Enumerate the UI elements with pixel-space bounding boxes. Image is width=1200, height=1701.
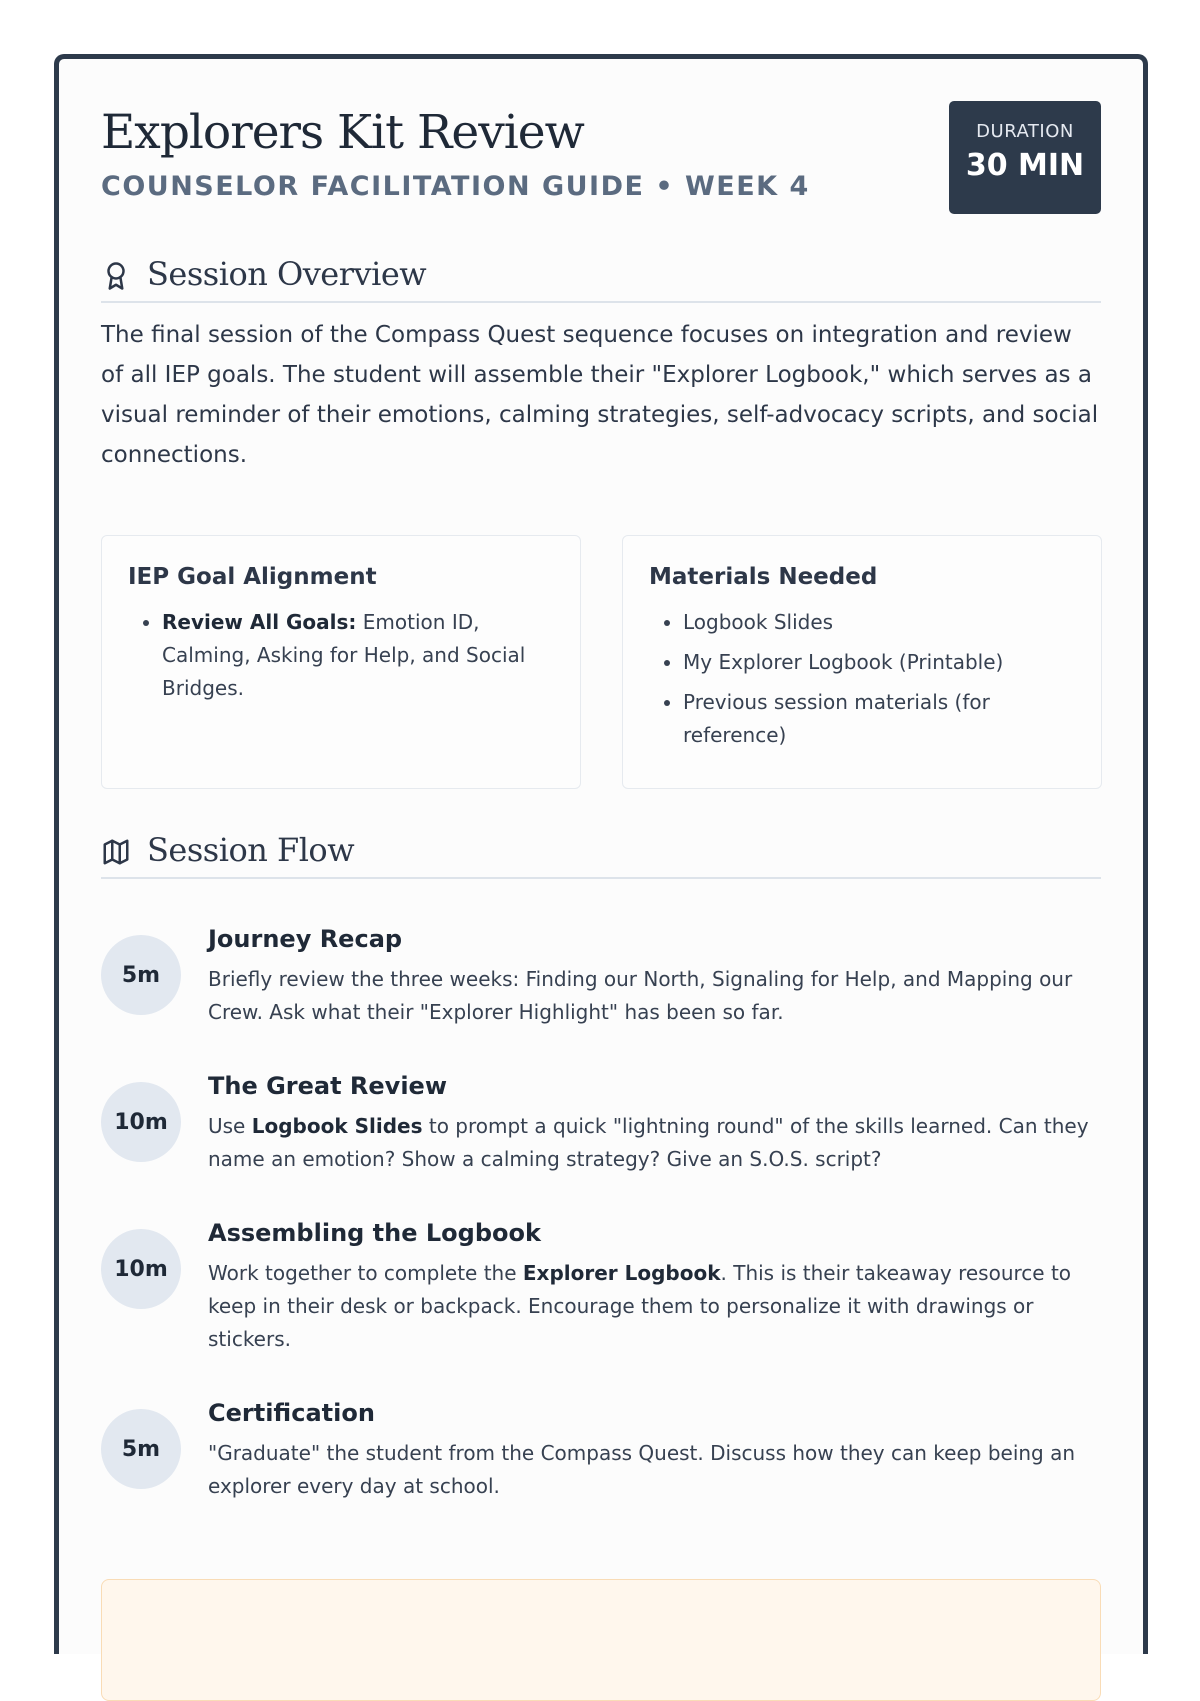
section-title: Session Flow <box>147 831 355 869</box>
iep-goal-box <box>101 535 581 789</box>
session-flow-heading <box>101 831 1101 879</box>
duration-badge <box>949 101 1101 214</box>
award-ribbon-icon <box>101 261 131 291</box>
emphasis-text: Logbook Slides <box>251 1114 423 1138</box>
tip-callout <box>101 1579 1101 1701</box>
time-badge: 10m <box>101 1229 181 1309</box>
list-item: • Logbook Slides <box>683 606 1075 639</box>
list-item-bold: Review All Goals: <box>162 610 357 634</box>
description-text: Use <box>208 1114 252 1138</box>
step-description <box>208 1437 1113 1503</box>
overview-paragraph: The final session of the Compass Quest sequence focuses on integration and review of all IEP goals. The student will assemble their "Explorer Logbook," which serves as a visual reminder of their emotions, calming strategies, self-advocacy scripts, and social connections. <box>101 322 1099 468</box>
list-item: • My Explorer Logbook (Printable) <box>683 646 1075 679</box>
page-subtitle: COUNSELOR FACILITATION GUIDE • WEEK 4 <box>101 171 810 202</box>
description-text: Work together to complete the <box>208 1261 523 1285</box>
time-badge: 5m <box>101 1409 181 1489</box>
step-title: Certification <box>208 1399 375 1427</box>
step-description <box>208 1257 1113 1356</box>
list-item <box>162 606 554 705</box>
list-item: • Previous session materials (for reference) <box>683 686 1075 752</box>
step-title: Journey Recap <box>208 925 403 953</box>
duration-label: DURATION <box>976 121 1074 142</box>
description-text: to prompt a quick "lightning round" of the skills learned. Can they name an emotion? Show a calming strategy? Give an S.O.S. script? <box>208 1114 1089 1171</box>
step-title: The Great Review <box>208 1072 448 1100</box>
list-item-text: Emotion ID, Calming, Asking for Help, and Social Bridges. <box>162 610 526 700</box>
description-text: "Graduate" the student from the Compass Quest. Discuss how they can keep being an explorer every day at school. <box>208 1441 1076 1498</box>
map-icon <box>101 837 131 867</box>
materials-box <box>622 535 1102 789</box>
emphasis-text: Explorer Logbook <box>522 1261 721 1285</box>
duration-value: 30 MIN <box>965 148 1085 183</box>
guide-header <box>101 101 1101 221</box>
description-text: . This is their takeaway resource to keep in their desk or backpack. Encourage them to personalize it with drawings or stickers. <box>208 1261 1072 1351</box>
page-title: Explorers Kit Review <box>101 105 584 160</box>
iep-goal-heading: IEP Goal Alignment <box>128 564 377 590</box>
step-title: Assembling the Logbook <box>208 1219 541 1247</box>
session-overview-heading <box>101 255 1101 303</box>
step-description <box>208 1110 1113 1176</box>
step-description <box>208 963 1113 1029</box>
iep-goal-list <box>128 606 554 705</box>
time-badge: 10m <box>101 1082 181 1162</box>
materials-list <box>649 606 1075 752</box>
guide-card <box>54 54 1148 1654</box>
time-badge: 5m <box>101 935 181 1015</box>
materials-heading: Materials Needed <box>649 564 878 590</box>
section-title: Session Overview <box>147 255 427 293</box>
description-text: Briefly review the three weeks: Finding our North, Signaling for Help, and Mapping our Crew. Ask what their "Explorer Highlight" has been so far. <box>208 967 1073 1024</box>
